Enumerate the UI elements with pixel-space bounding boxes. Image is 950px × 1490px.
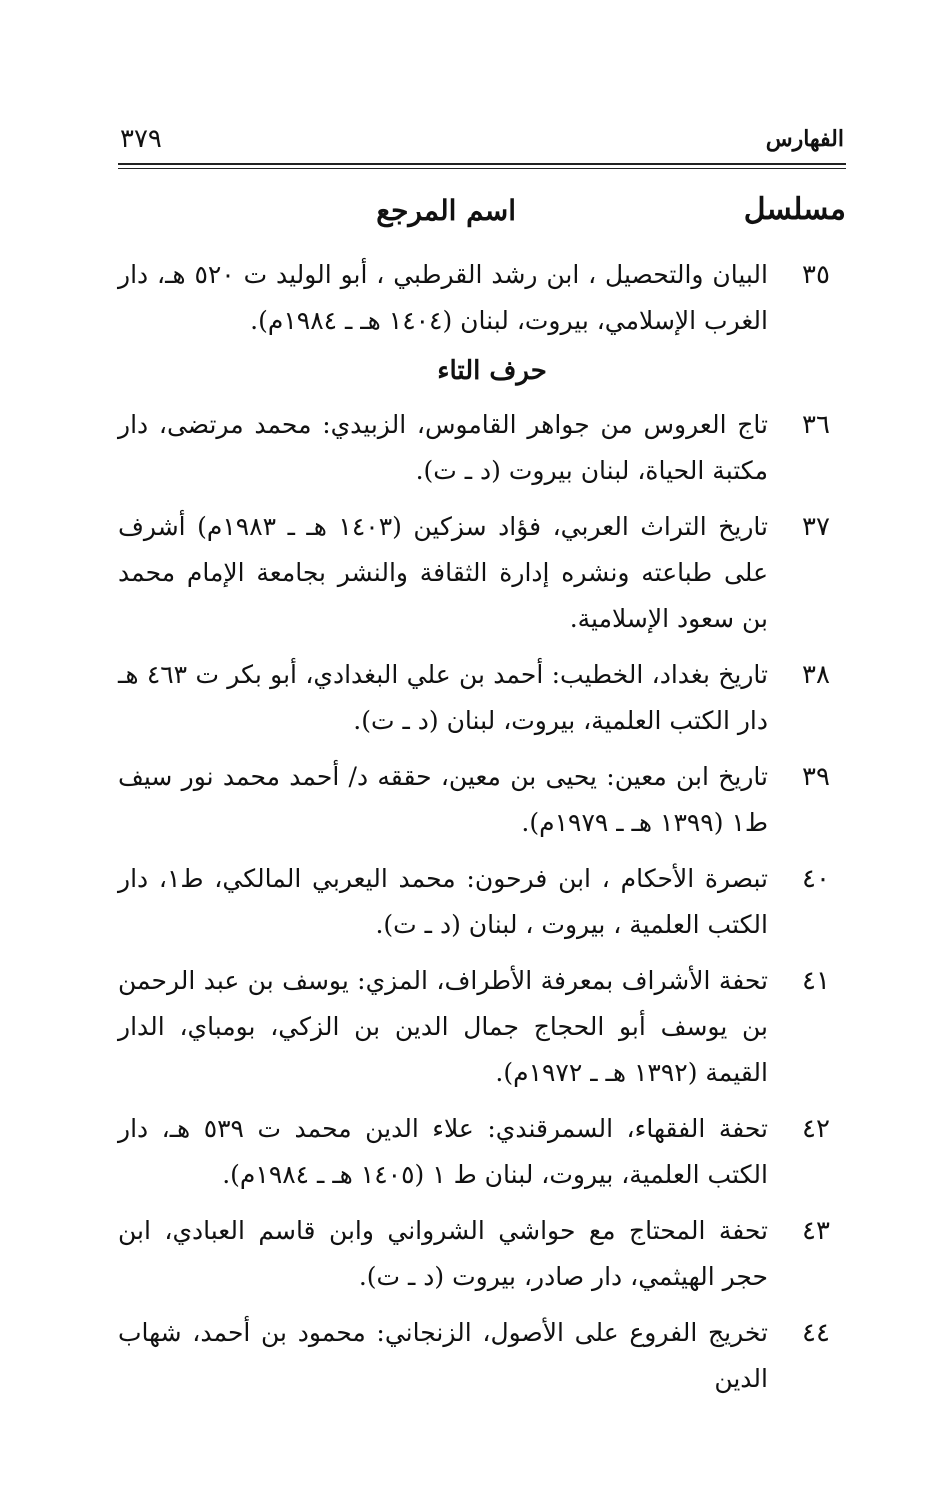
entry-text: تحفة الفقهاء، السمرقندي: علاء الدين محمد ت ٥٣٩ هـ، دار الكتب العلمية، بيروت، لبنان ط ١ (١٤٠٥ هـ ـ ١٩٨٤م). [118, 1114, 768, 1189]
entry-text: تاريخ بغداد، الخطيب: أحمد بن علي البغدادي، أبو بكر ت ٤٦٣ هـ دار الكتب العلمية، بيروت، لبنان (د ـ ت). [118, 660, 768, 735]
entry-number: ٤٣ [802, 1216, 830, 1246]
entry-text: تحفة المحتاج مع حواشي الشرواني وابن قاسم العبادي، ابن حجر الهيثمي، دار صادر، بيروت (د ـ ت). [118, 1216, 768, 1291]
header-rule-thick [118, 163, 846, 165]
entry-number: ٤٢ [802, 1114, 830, 1144]
entry-number: ٣٥ [802, 260, 830, 290]
reference-list [118, 252, 846, 1412]
entry-text: تخريج الفروع على الأصول، الزنجاني: محمود بن أحمد، شهاب الدين [118, 1318, 768, 1393]
serial-column-heading: مسلسل [743, 192, 846, 227]
entry-text: تاريخ التراث العربي، فؤاد سزكين (١٤٠٣ هـ ـ ١٩٨٣م) أشرف على طباعته ونشره إدارة الثقافة والنشر بجامعة الإمام محمد بن سعود الإسلامية. [118, 512, 768, 633]
entry-text: تاريخ ابن معين: يحيى بن معين، حققه د/ أحمد محمد نور سيف ط١ (١٣٩٩ هـ ـ ١٩٧٩م). [118, 762, 768, 837]
reference-entry [118, 856, 846, 948]
letter-subheading: حرف التاء [437, 356, 547, 386]
reference-entry [118, 1310, 846, 1402]
running-header [120, 118, 844, 158]
entry-text: البيان والتحصيل ، ابن رشد القرطبي ، أبو الوليد ت ٥٢٠ هـ، دار الغرب الإسلامي، بيروت، لبنان (١٤٠٤ هـ ـ ١٩٨٤م). [118, 260, 768, 335]
page-number: ٣٧٩ [120, 124, 162, 154]
header-rule-thin [118, 168, 846, 169]
entry-number: ٤٠ [802, 864, 830, 894]
section-title: الفهارس [765, 126, 844, 152]
column-headings [118, 192, 846, 238]
reference-entry [118, 1208, 846, 1300]
reference-entry [118, 754, 846, 846]
reference-entry [118, 252, 846, 344]
entry-number: ٤٤ [802, 1318, 830, 1348]
entry-number: ٣٧ [802, 512, 830, 542]
entries-group-before [118, 252, 846, 344]
reference-column-heading: اسم المرجع [376, 194, 516, 227]
entries-group-after [118, 402, 846, 1402]
reference-entry [118, 402, 846, 494]
entry-number: ٣٨ [802, 660, 830, 690]
entry-text: تبصرة الأحكام ، ابن فرحون: محمد اليعربي المالكي، ط١، دار الكتب العلمية ، بيروت ، لبنان (د ـ ت). [118, 864, 768, 939]
reference-entry [118, 1106, 846, 1198]
entry-text: تاج العروس من جواهر القاموس، الزبيدي: محمد مرتضى، دار مكتبة الحياة، لبنان بيروت (د ـ ت). [118, 410, 768, 485]
entry-number: ٣٩ [802, 762, 830, 792]
entry-number: ٣٦ [802, 410, 830, 440]
reference-entry [118, 652, 846, 744]
entry-number: ٤١ [802, 966, 830, 996]
reference-entry [118, 504, 846, 642]
entry-text: تحفة الأشراف بمعرفة الأطراف، المزي: يوسف بن عبد الرحمن بن يوسف أبو الحجاج جمال الدين بن الزكي، بومباي، الدار القيمة (١٣٩٢ هـ ـ ١٩٧٢م). [118, 966, 768, 1087]
reference-entry [118, 958, 846, 1096]
